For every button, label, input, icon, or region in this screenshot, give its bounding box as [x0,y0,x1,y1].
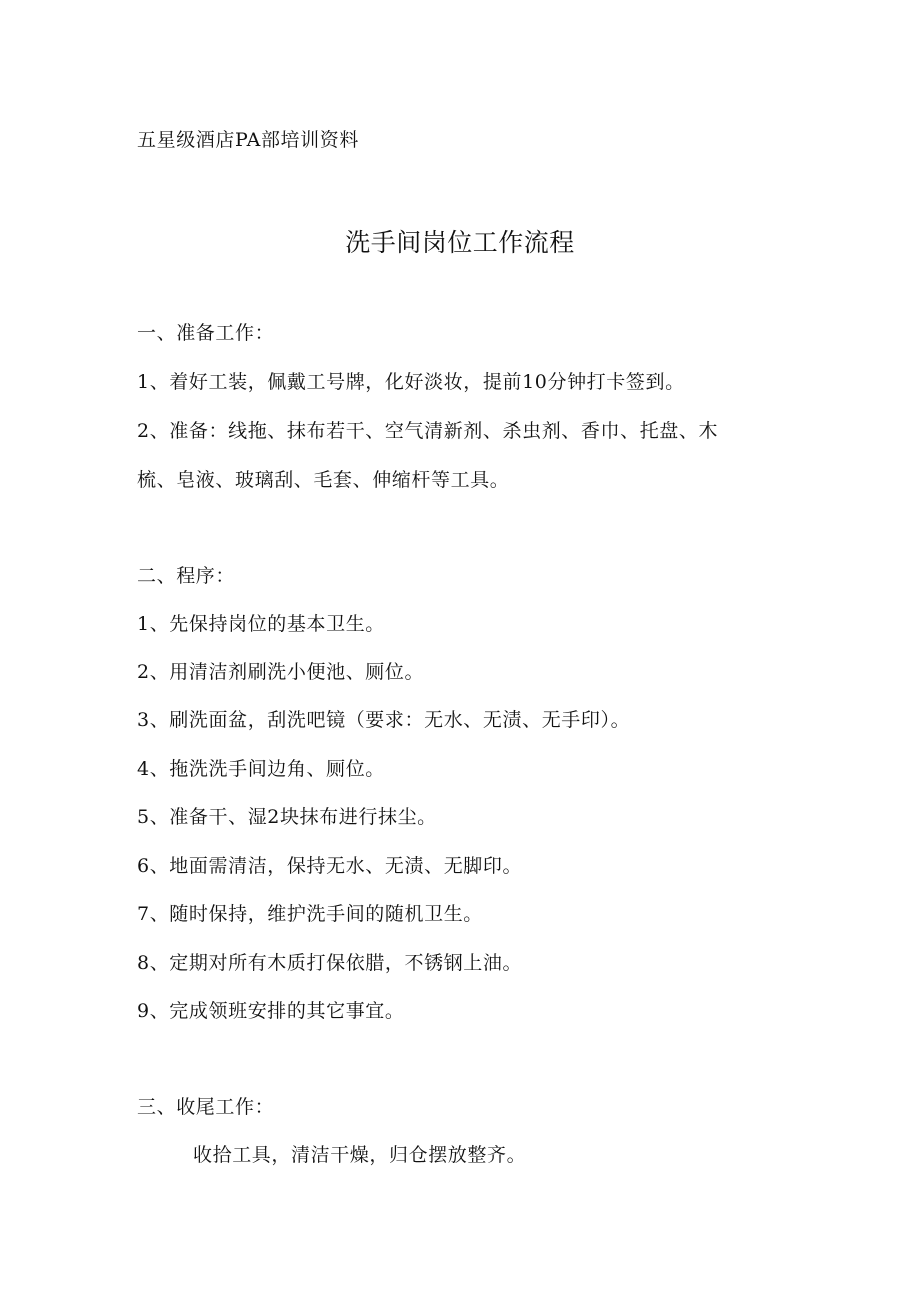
procedure-item-6: 6、地面需清洁，保持无水、无渍、无脚印。 [137,855,523,877]
procedure-item-5: 5、准备干、湿2块抹布进行抹尘。 [137,806,437,828]
procedure-item-9: 9、完成领班安排的其它事宜。 [137,1000,405,1022]
procedure-item-3: 3、刷洗面盆，刮洗吧镜（要求：无水、无渍、无手印）。 [137,709,631,731]
page-title: 洗手间岗位工作流程 [345,228,575,257]
procedure-item-7: 7、随时保持，维护洗手间的随机卫生。 [137,903,483,925]
procedure-item-4: 4、拖洗洗手间边角、厕位。 [137,758,385,780]
closing-text: 收拾工具，清洁干燥，归仓摆放整齐。 [193,1144,527,1166]
document-header: 五星级酒店PA部培训资料 [137,129,359,151]
prep-item-2: 2、准备：线拖、抹布若干、空气清新剂、杀虫剂、香巾、托盘、木 [137,420,719,442]
procedure-item-8: 8、定期对所有木质打保依腊，不锈钢上油。 [137,952,523,974]
prep-item-1: 1、着好工装，佩戴工号牌，化好淡妆，提前10分钟打卡签到。 [137,371,685,393]
section-heading-procedure: 二、程序： [137,565,236,587]
prep-item-2-continued: 梳、皂液、玻璃刮、毛套、伸缩杆等工具。 [137,469,510,491]
procedure-item-1: 1、先保持岗位的基本卫生。 [137,613,385,635]
section-heading-closing: 三、收尾工作： [137,1096,275,1118]
section-heading-prep: 一、准备工作： [137,322,275,344]
procedure-item-2: 2、用清洁剂刷洗小便池、厕位。 [137,661,425,683]
